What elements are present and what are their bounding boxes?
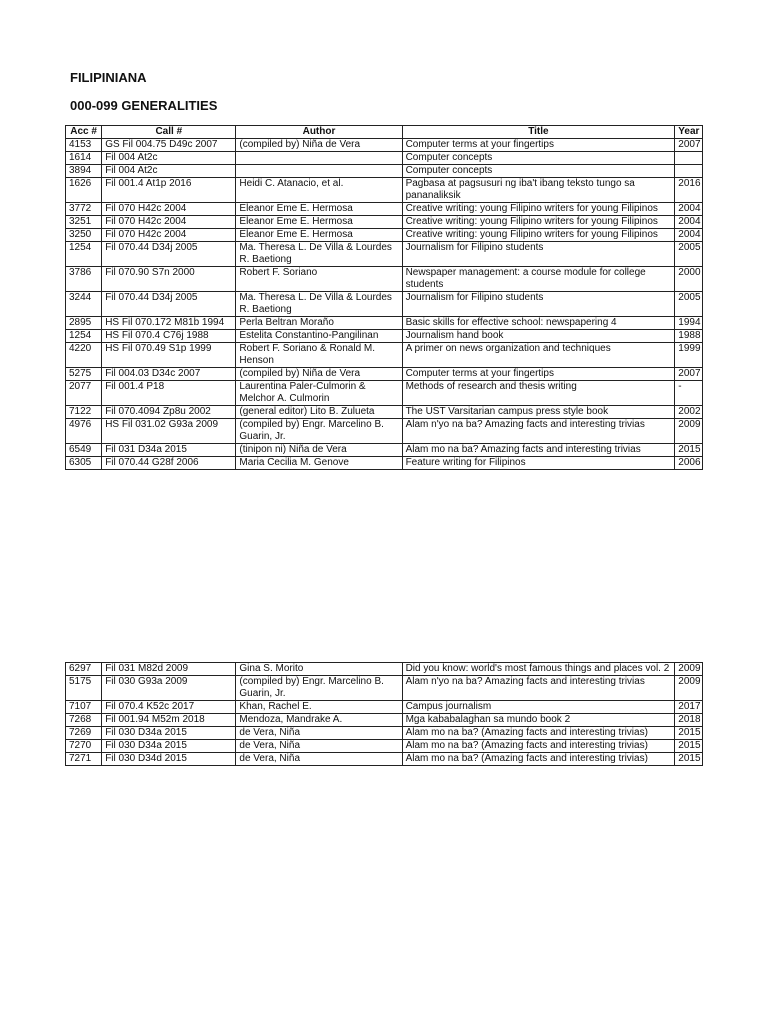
cell-acc: 3251 bbox=[66, 216, 102, 229]
cell-acc: 6305 bbox=[66, 457, 102, 470]
cell-year: 2017 bbox=[675, 701, 703, 714]
cell-title: Journalism for Filipino students bbox=[402, 292, 675, 317]
cell-title: Basic skills for effective school: newspapering 4 bbox=[402, 317, 675, 330]
cell-year: 2015 bbox=[675, 444, 703, 457]
cell-acc: 3772 bbox=[66, 203, 102, 216]
cell-call: Fil 070.4094 Zp8u 2002 bbox=[102, 406, 236, 419]
table-row bbox=[66, 406, 703, 419]
cell-title: Alam n'yo na ba? Amazing facts and interesting trivias bbox=[402, 419, 675, 444]
table-row bbox=[66, 368, 703, 381]
cell-year: 2004 bbox=[675, 229, 703, 242]
cell-call: Fil 030 D34a 2015 bbox=[102, 740, 236, 753]
cell-call: Fil 031 D34a 2015 bbox=[102, 444, 236, 457]
cell-author: Maria Cecilia M. Genove bbox=[236, 457, 402, 470]
cell-acc: 1254 bbox=[66, 242, 102, 267]
cell-author: Robert F. Soriano & Ronald M. Henson bbox=[236, 343, 402, 368]
cell-title: The UST Varsitarian campus press style book bbox=[402, 406, 675, 419]
cell-call: Fil 004 At2c bbox=[102, 152, 236, 165]
cell-acc: 7107 bbox=[66, 701, 102, 714]
cell-author: de Vera, Niña bbox=[236, 740, 402, 753]
table-row bbox=[66, 292, 703, 317]
cell-author: Khan, Rachel E. bbox=[236, 701, 402, 714]
cell-call: Fil 001.94 M52m 2018 bbox=[102, 714, 236, 727]
cell-acc: 3894 bbox=[66, 165, 102, 178]
cell-author bbox=[236, 165, 402, 178]
page-title: FILIPINIANA bbox=[70, 70, 147, 85]
cell-call: Fil 001.4 At1p 2016 bbox=[102, 178, 236, 203]
cell-title: A primer on news organization and techniques bbox=[402, 343, 675, 368]
header-row bbox=[66, 126, 703, 139]
cell-author: Heidi C. Atanacio, et al. bbox=[236, 178, 402, 203]
table-row bbox=[66, 753, 703, 766]
cell-acc: 2077 bbox=[66, 381, 102, 406]
cell-acc: 5275 bbox=[66, 368, 102, 381]
cell-call: Fil 070.90 S7n 2000 bbox=[102, 267, 236, 292]
table-row bbox=[66, 381, 703, 406]
header-year: Year bbox=[675, 126, 703, 139]
header-title: Title bbox=[402, 126, 675, 139]
cell-title: Alam mo na ba? Amazing facts and interesting trivias bbox=[402, 444, 675, 457]
table-row bbox=[66, 457, 703, 470]
header-call: Call # bbox=[102, 126, 236, 139]
table-row bbox=[66, 203, 703, 216]
cell-title: Computer concepts bbox=[402, 152, 675, 165]
cell-author: (compiled by) Engr. Marcelino B. Guarin, Jr. bbox=[236, 419, 402, 444]
cell-title: Journalism hand book bbox=[402, 330, 675, 343]
cell-acc: 7271 bbox=[66, 753, 102, 766]
cell-call: Fil 070.44 D34j 2005 bbox=[102, 242, 236, 267]
cell-year bbox=[675, 152, 703, 165]
cell-author: Eleanor Eme E. Hermosa bbox=[236, 203, 402, 216]
cell-year: 2005 bbox=[675, 292, 703, 317]
cell-author: Eleanor Eme E. Hermosa bbox=[236, 216, 402, 229]
cell-call: HS Fil 070.4 C76j 1988 bbox=[102, 330, 236, 343]
cell-title: Campus journalism bbox=[402, 701, 675, 714]
cell-acc: 3250 bbox=[66, 229, 102, 242]
cell-call: Fil 070.44 D34j 2005 bbox=[102, 292, 236, 317]
cell-year bbox=[675, 165, 703, 178]
table-row bbox=[66, 663, 703, 676]
cell-year: 2016 bbox=[675, 178, 703, 203]
cell-year: - bbox=[675, 381, 703, 406]
cell-title: Pagbasa at pagsusuri ng iba't ibang teksto tungo sa pananaliksik bbox=[402, 178, 675, 203]
cell-author: Ma. Theresa L. De Villa & Lourdes R. Baetiong bbox=[236, 242, 402, 267]
cell-title: Did you know: world's most famous things and places vol. 2 bbox=[402, 663, 675, 676]
cell-year: 2004 bbox=[675, 203, 703, 216]
cell-acc: 1614 bbox=[66, 152, 102, 165]
cell-year: 2005 bbox=[675, 242, 703, 267]
cell-call: Fil 030 D34a 2015 bbox=[102, 727, 236, 740]
cell-author: de Vera, Niña bbox=[236, 727, 402, 740]
cell-call: Fil 004.03 D34c 2007 bbox=[102, 368, 236, 381]
cell-year: 1994 bbox=[675, 317, 703, 330]
cell-year: 2002 bbox=[675, 406, 703, 419]
header-author: Author bbox=[236, 126, 402, 139]
cell-title: Alam mo na ba? (Amazing facts and interesting trivias) bbox=[402, 753, 675, 766]
cell-call: HS Fil 070.172 M81b 1994 bbox=[102, 317, 236, 330]
table-row bbox=[66, 242, 703, 267]
cell-acc: 3244 bbox=[66, 292, 102, 317]
cell-author: Eleanor Eme E. Hermosa bbox=[236, 229, 402, 242]
cell-title: Computer terms at your fingertips bbox=[402, 139, 675, 152]
cell-year: 2000 bbox=[675, 267, 703, 292]
cell-acc: 7122 bbox=[66, 406, 102, 419]
cell-year: 2009 bbox=[675, 419, 703, 444]
cell-author bbox=[236, 152, 402, 165]
table-row bbox=[66, 216, 703, 229]
catalog-table-continued bbox=[65, 662, 703, 766]
cell-title: Mga kababalaghan sa mundo book 2 bbox=[402, 714, 675, 727]
cell-author: (tinipon ni) Niña de Vera bbox=[236, 444, 402, 457]
cell-call: Fil 070 H42c 2004 bbox=[102, 203, 236, 216]
cell-title: Computer concepts bbox=[402, 165, 675, 178]
cell-author: Gina S. Morito bbox=[236, 663, 402, 676]
header-acc: Acc # bbox=[66, 126, 102, 139]
table-row bbox=[66, 152, 703, 165]
cell-acc: 7270 bbox=[66, 740, 102, 753]
cell-acc: 6549 bbox=[66, 444, 102, 457]
cell-call: Fil 070.44 G28f 2006 bbox=[102, 457, 236, 470]
table-row bbox=[66, 343, 703, 368]
cell-call: Fil 070 H42c 2004 bbox=[102, 216, 236, 229]
cell-author: (compiled by) Niña de Vera bbox=[236, 368, 402, 381]
cell-call: Fil 001.4 P18 bbox=[102, 381, 236, 406]
catalog-table-body bbox=[66, 139, 703, 470]
cell-year: 2007 bbox=[675, 368, 703, 381]
cell-year: 2007 bbox=[675, 139, 703, 152]
table-row bbox=[66, 165, 703, 178]
cell-acc: 4976 bbox=[66, 419, 102, 444]
cell-call: HS Fil 031.02 G93a 2009 bbox=[102, 419, 236, 444]
cell-author: Robert F. Soriano bbox=[236, 267, 402, 292]
table-row bbox=[66, 229, 703, 242]
cell-call: Fil 004 At2c bbox=[102, 165, 236, 178]
table-row bbox=[66, 178, 703, 203]
cell-author: (general editor) Lito B. Zulueta bbox=[236, 406, 402, 419]
cell-year: 2009 bbox=[675, 676, 703, 701]
cell-author: Mendoza, Mandrake A. bbox=[236, 714, 402, 727]
table-row bbox=[66, 444, 703, 457]
cell-call: Fil 030 D34d 2015 bbox=[102, 753, 236, 766]
cell-author: Perla Beltran Moraño bbox=[236, 317, 402, 330]
cell-year: 2015 bbox=[675, 727, 703, 740]
cell-author: de Vera, Niña bbox=[236, 753, 402, 766]
cell-year: 2009 bbox=[675, 663, 703, 676]
section-heading: 000-099 GENERALITIES bbox=[70, 98, 218, 113]
cell-acc: 4153 bbox=[66, 139, 102, 152]
cell-title: Alam n'yo na ba? Amazing facts and interesting trivias bbox=[402, 676, 675, 701]
table-row bbox=[66, 676, 703, 701]
cell-title: Feature writing for Filipinos bbox=[402, 457, 675, 470]
cell-acc: 4220 bbox=[66, 343, 102, 368]
table-row bbox=[66, 740, 703, 753]
cell-author: (compiled by) Engr. Marcelino B. Guarin, Jr. bbox=[236, 676, 402, 701]
cell-author: Laurentina Paler-Culmorin & Melchor A. Culmorin bbox=[236, 381, 402, 406]
catalog-table-continued-body bbox=[66, 663, 703, 766]
cell-acc: 1626 bbox=[66, 178, 102, 203]
table-row bbox=[66, 701, 703, 714]
table-row bbox=[66, 714, 703, 727]
cell-title: Computer terms at your fingertips bbox=[402, 368, 675, 381]
cell-acc: 3786 bbox=[66, 267, 102, 292]
cell-acc: 5175 bbox=[66, 676, 102, 701]
cell-call: Fil 070 H42c 2004 bbox=[102, 229, 236, 242]
cell-year: 2004 bbox=[675, 216, 703, 229]
cell-call: Fil 031 M82d 2009 bbox=[102, 663, 236, 676]
cell-call: Fil 030 G93a 2009 bbox=[102, 676, 236, 701]
cell-acc: 1254 bbox=[66, 330, 102, 343]
cell-year: 2015 bbox=[675, 740, 703, 753]
cell-acc: 6297 bbox=[66, 663, 102, 676]
cell-title: Newspaper management: a course module for college students bbox=[402, 267, 675, 292]
cell-title: Journalism for Filipino students bbox=[402, 242, 675, 267]
cell-author: Estelita Constantino-Pangilinan bbox=[236, 330, 402, 343]
cell-call: GS Fil 004.75 D49c 2007 bbox=[102, 139, 236, 152]
cell-author: (compiled by) Niña de Vera bbox=[236, 139, 402, 152]
cell-acc: 7268 bbox=[66, 714, 102, 727]
cell-call: HS Fil 070.49 S1p 1999 bbox=[102, 343, 236, 368]
cell-title: Creative writing: young Filipino writers for young Filipinos bbox=[402, 229, 675, 242]
table-row bbox=[66, 330, 703, 343]
table-row bbox=[66, 419, 703, 444]
cell-title: Creative writing: young Filipino writers for young Filipinos bbox=[402, 203, 675, 216]
table-row bbox=[66, 267, 703, 292]
table-row bbox=[66, 139, 703, 152]
cell-title: Creative writing: young Filipino writers for young Filipinos bbox=[402, 216, 675, 229]
cell-year: 2015 bbox=[675, 753, 703, 766]
table-row bbox=[66, 727, 703, 740]
catalog-table bbox=[65, 125, 703, 470]
cell-acc: 2895 bbox=[66, 317, 102, 330]
cell-year: 1999 bbox=[675, 343, 703, 368]
cell-year: 1988 bbox=[675, 330, 703, 343]
cell-title: Methods of research and thesis writing bbox=[402, 381, 675, 406]
cell-author: Ma. Theresa L. De Villa & Lourdes R. Baetiong bbox=[236, 292, 402, 317]
cell-year: 2006 bbox=[675, 457, 703, 470]
table-row bbox=[66, 317, 703, 330]
cell-year: 2018 bbox=[675, 714, 703, 727]
cell-acc: 7269 bbox=[66, 727, 102, 740]
cell-title: Alam mo na ba? (Amazing facts and interesting trivias) bbox=[402, 727, 675, 740]
cell-title: Alam mo na ba? (Amazing facts and interesting trivias) bbox=[402, 740, 675, 753]
cell-call: Fil 070.4 K52c 2017 bbox=[102, 701, 236, 714]
